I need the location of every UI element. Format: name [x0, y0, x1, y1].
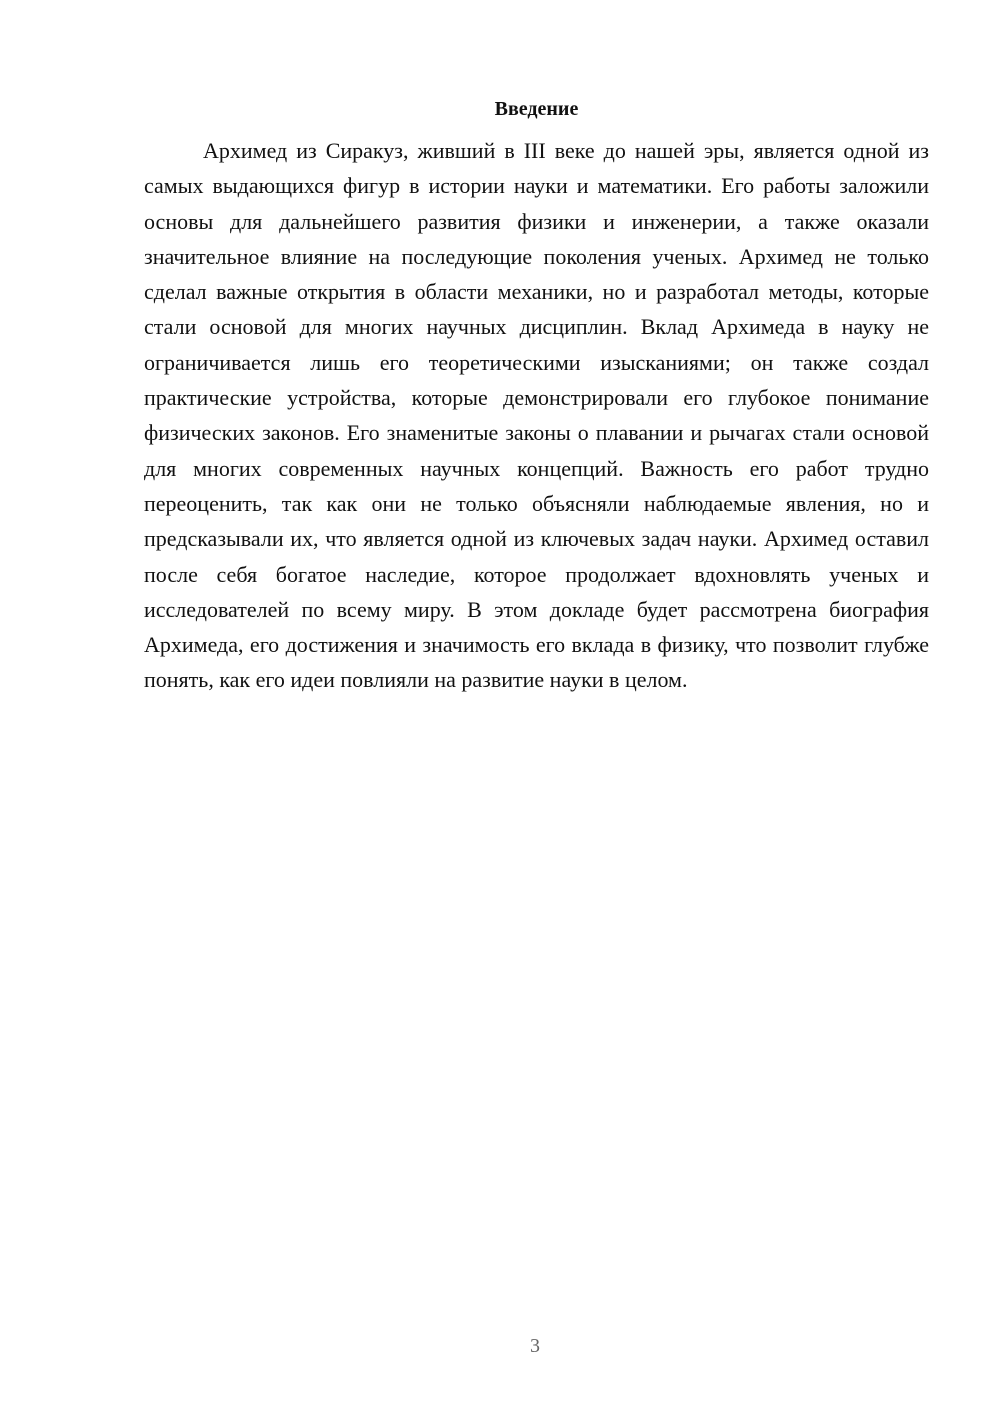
page-content	[144, 95, 929, 698]
page-number: 3	[530, 1335, 540, 1357]
body-paragraph: Архимед из Сиракуз, живший в III веке до нашей эры, является одной из самых выдающихся фигур в истории науки и математики. Его работы заложили основы для дальнейшего развития физики и инженерии, а также оказали значительное влияние на последующие поколения ученых. Архимед не только сделал важные открытия в области механики, но и разработал методы, которые стали основой для многих научных дисциплин. Вклад Архимеда в науку не ограничивается лишь его теоретическими изысканиями; он также создал практические устройства, которые демонстрировали его глубокое понимание физических законов. Его знаменитые законы о плавании и рычагах стали основой для многих современных научных концепций. Важность его работ трудно переоценить, так как они не только объясняли наблюдаемые явления, но и предсказывали их, что является одной из ключевых задач науки. Архимед оставил после себя богатое наследие, которое продолжает вдохновлять ученых и исследователей по всему миру. В этом докладе будет рассмотрена биография Архимеда, его достижения и значимость его вклада в физику, что позволит глубже понять, как его идеи повлияли на развитие науки в целом.	[144, 138, 929, 693]
section-heading: Введение	[494, 98, 579, 120]
